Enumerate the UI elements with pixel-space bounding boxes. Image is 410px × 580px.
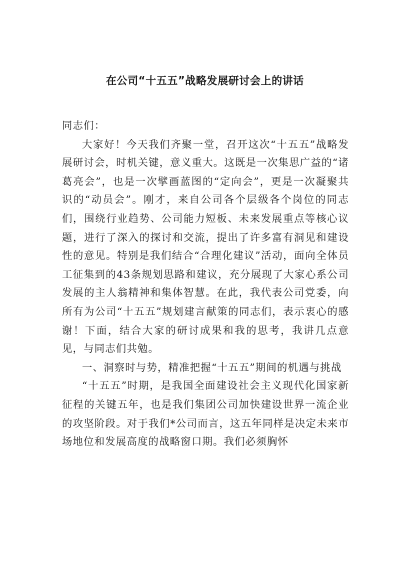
body-paragraph: 大家好！今天我们齐聚一堂，召开这次“十五五”战略发展研讨会，时机关键，意义重大。这既是一次集思广益的“诸葛亮会”，也是一次擘画蓝图的“定向会”，更是一次凝聚共识的“动员会”。刚才，来自公司各个层级各个岗位的同志们，围绕行业趋势、公司能力短板、未来发展重点等核心议题，进行了深入的探讨和交流，提出了许多富有洞见和建设性的意见。特别是我们结合“合理化建议”活动，面向全体员工征集到的43条规划思路和建议，充分展现了大家心系公司发展的主人翁精神和集体智慧。在此，我代表公司党委，向所有为公司“十五五”规划建言献策的同志们，表示衷心的感谢！下面，结合大家的研讨成果和我的思考，我讲几点意见，与同志们共勉。 <box>62 139 349 356</box>
document-body <box>62 118 349 453</box>
section-heading: 一、洞察时与势，精准把握“十五五”期间的机遇与挑战 <box>82 362 342 374</box>
salutation: 同志们： <box>62 121 106 132</box>
document-title: 在公司“十五五”战略发展研讨会上的讲话 <box>105 75 304 87</box>
section-paragraph: “十五五”时期，是我国全面建设社会主义现代化国家新征程的关键五年，也是我们集团公司加快建设世界一流企业的攻坚阶段。对于我们*公司而言，这五年同样是决定未来市场地位和发展高度的战略窗口期。我们必须胸怀 <box>62 381 349 449</box>
